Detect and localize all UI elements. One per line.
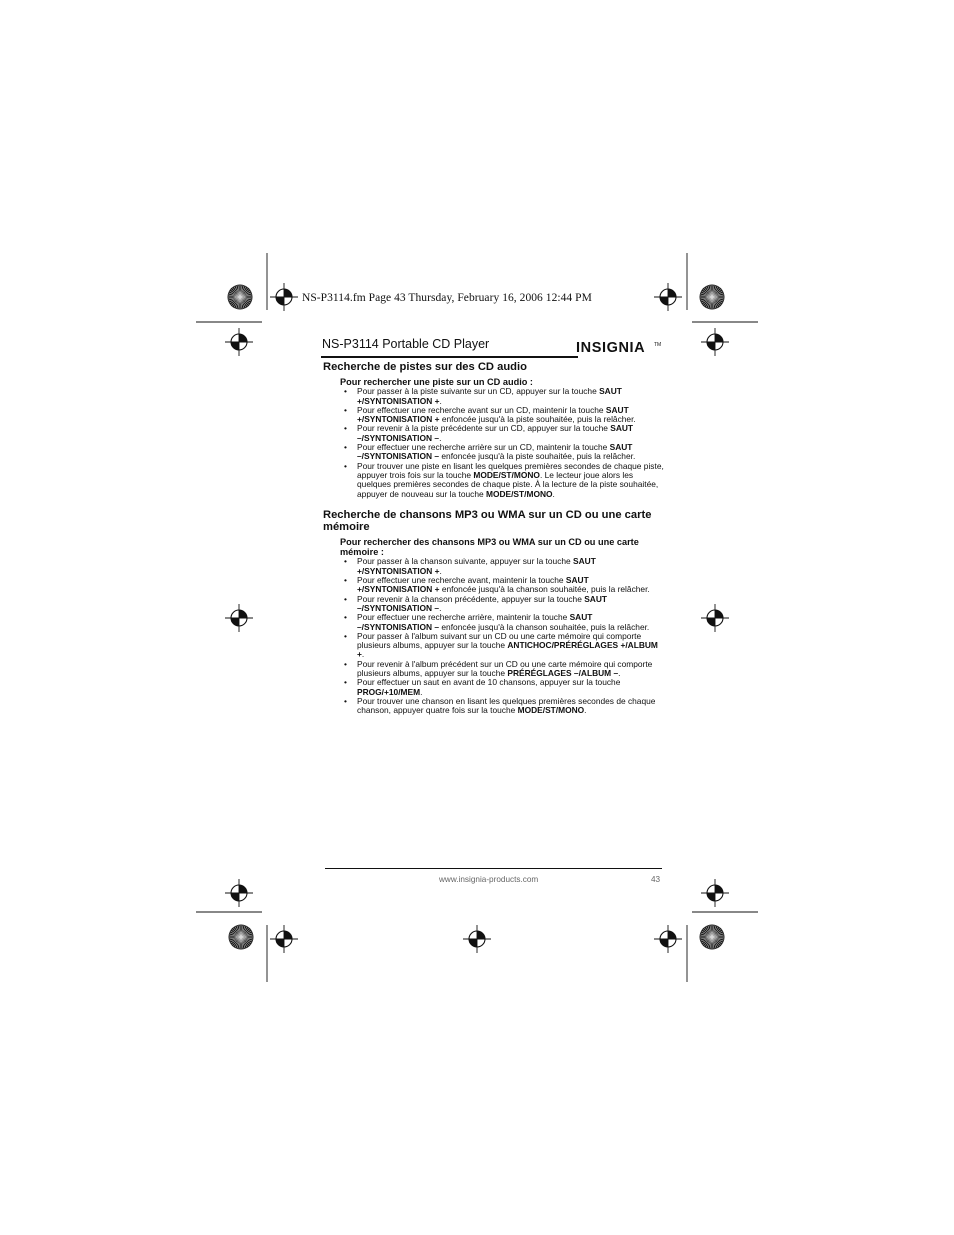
button-name: PROG/+10/MEM bbox=[357, 686, 421, 697]
footer-url: www.insignia-products.com bbox=[439, 875, 539, 884]
list-item: • Pour revenir à la chanson précédente, appuyer sur la touche SAUT –/SYNTONISATION –. bbox=[357, 595, 665, 614]
list-item: • Pour passer à l'album suivant sur un CD ou une carte mémoire qui comporte plusieurs albums, appuyer sur la touche ANTICHOC/PRÉRÉGLAGES +/ALBUM +. bbox=[357, 632, 665, 660]
footer-rule bbox=[325, 868, 662, 869]
section-heading: Recherche de pistes sur des CD audio bbox=[323, 361, 527, 373]
header-rule bbox=[321, 356, 578, 358]
button-name: SAUT –/SYNTONISATION – bbox=[357, 442, 633, 462]
list-item: • Pour effectuer une recherche avant sur un CD, maintenir la touche SAUT +/SYNTONISATION + enfoncée jusqu'à la piste souhaitée, puis la relâcher. bbox=[357, 406, 665, 425]
list-item: • Pour passer à la piste suivante sur un CD, appuyer sur la touche SAUT +/SYNTONISATION +. bbox=[357, 387, 665, 406]
section-mp3-wma bbox=[323, 509, 665, 716]
button-name: SAUT +/SYNTONISATION + bbox=[357, 575, 589, 595]
page-number: 43 bbox=[651, 875, 661, 884]
list-item: • Pour trouver une piste en lisant les quelques premières secondes de chaque piste, appuyer trois fois sur la touche MODE/ST/MONO. Le lecteur joue alors les quelques premières secondes de chaque piste. À la lecture de la piste souhaitée, appuyer de nouveau sur la touche MODE/ST/MONO. bbox=[357, 462, 665, 499]
button-name: SAUT –/SYNTONISATION – bbox=[357, 423, 634, 443]
button-name: ANTICHOC/PRÉRÉGLAGES +/ALBUM + bbox=[357, 640, 658, 660]
bullet-list bbox=[323, 557, 665, 715]
button-name: MODE/ST/MONO bbox=[517, 705, 585, 716]
button-name: SAUT –/SYNTONISATION – bbox=[357, 612, 593, 632]
list-item: • Pour trouver une chanson en lisant les quelques premières secondes de chaque chanson, appuyer quatre fois sur la touche MODE/ST/MONO. bbox=[357, 697, 665, 716]
button-name: MODE/ST/MONO bbox=[485, 488, 553, 499]
insignia-logo: INSIGNIA bbox=[576, 340, 646, 356]
section-heading: Recherche de chansons MP3 ou WMA sur un CD ou une carte mémoire bbox=[323, 508, 652, 534]
list-item: • Pour effectuer une recherche arrière, maintenir la touche SAUT –/SYNTONISATION – enfoncée jusqu'à la chanson souhaitée, puis la relâcher. bbox=[357, 613, 665, 632]
list-item: • Pour revenir à l'album précédent sur un CD ou une carte mémoire qui comporte plusieurs albums, appuyer sur la touche PRÉRÉGLAGES –/ALBUM –. bbox=[357, 660, 665, 679]
list-item: • Pour effectuer une recherche avant, maintenir la touche SAUT +/SYNTONISATION + enfoncée jusqu'à la chanson souhaitée, puis la relâcher. bbox=[357, 576, 665, 595]
button-name: SAUT –/SYNTONISATION – bbox=[357, 593, 608, 613]
bullet-list bbox=[323, 387, 665, 499]
document-title: NS-P3114 Portable CD Player bbox=[322, 337, 490, 351]
page-content bbox=[323, 361, 665, 716]
button-name: MODE/ST/MONO bbox=[473, 469, 540, 480]
procedure-heading: Pour rechercher des chansons MP3 ou WMA sur un CD ou une carte mémoire : bbox=[340, 536, 639, 557]
list-item: • Pour passer à la chanson suivante, appuyer sur la touche SAUT +/SYNTONISATION +. bbox=[357, 557, 665, 576]
procedure-heading: Pour rechercher une piste sur un CD audio : bbox=[340, 376, 533, 387]
print-slug: NS-P3114.fm Page 43 Thursday, February 16, 2006 12:44 PM bbox=[302, 292, 592, 304]
section-cd-audio bbox=[323, 361, 665, 499]
list-item: • Pour effectuer un saut en avant de 10 chansons, appuyer sur la touche PROG/+10/MEM. bbox=[357, 678, 665, 697]
button-name: SAUT +/SYNTONISATION + bbox=[357, 556, 596, 576]
button-name: SAUT +/SYNTONISATION + bbox=[357, 404, 629, 425]
list-item: • Pour revenir à la piste précédente sur un CD, appuyer sur la touche SAUT –/SYNTONISATION –. bbox=[357, 424, 665, 443]
button-name: PRÉRÉGLAGES –/ALBUM – bbox=[507, 668, 619, 679]
button-name: SAUT +/SYNTONISATION + bbox=[357, 386, 622, 406]
list-item: • Pour effectuer une recherche arrière sur un CD, maintenir la touche SAUT –/SYNTONISATION – enfoncée jusqu'à la piste souhaitée, puis la relâcher. bbox=[357, 443, 665, 462]
logo-trademark: TM bbox=[654, 342, 662, 348]
